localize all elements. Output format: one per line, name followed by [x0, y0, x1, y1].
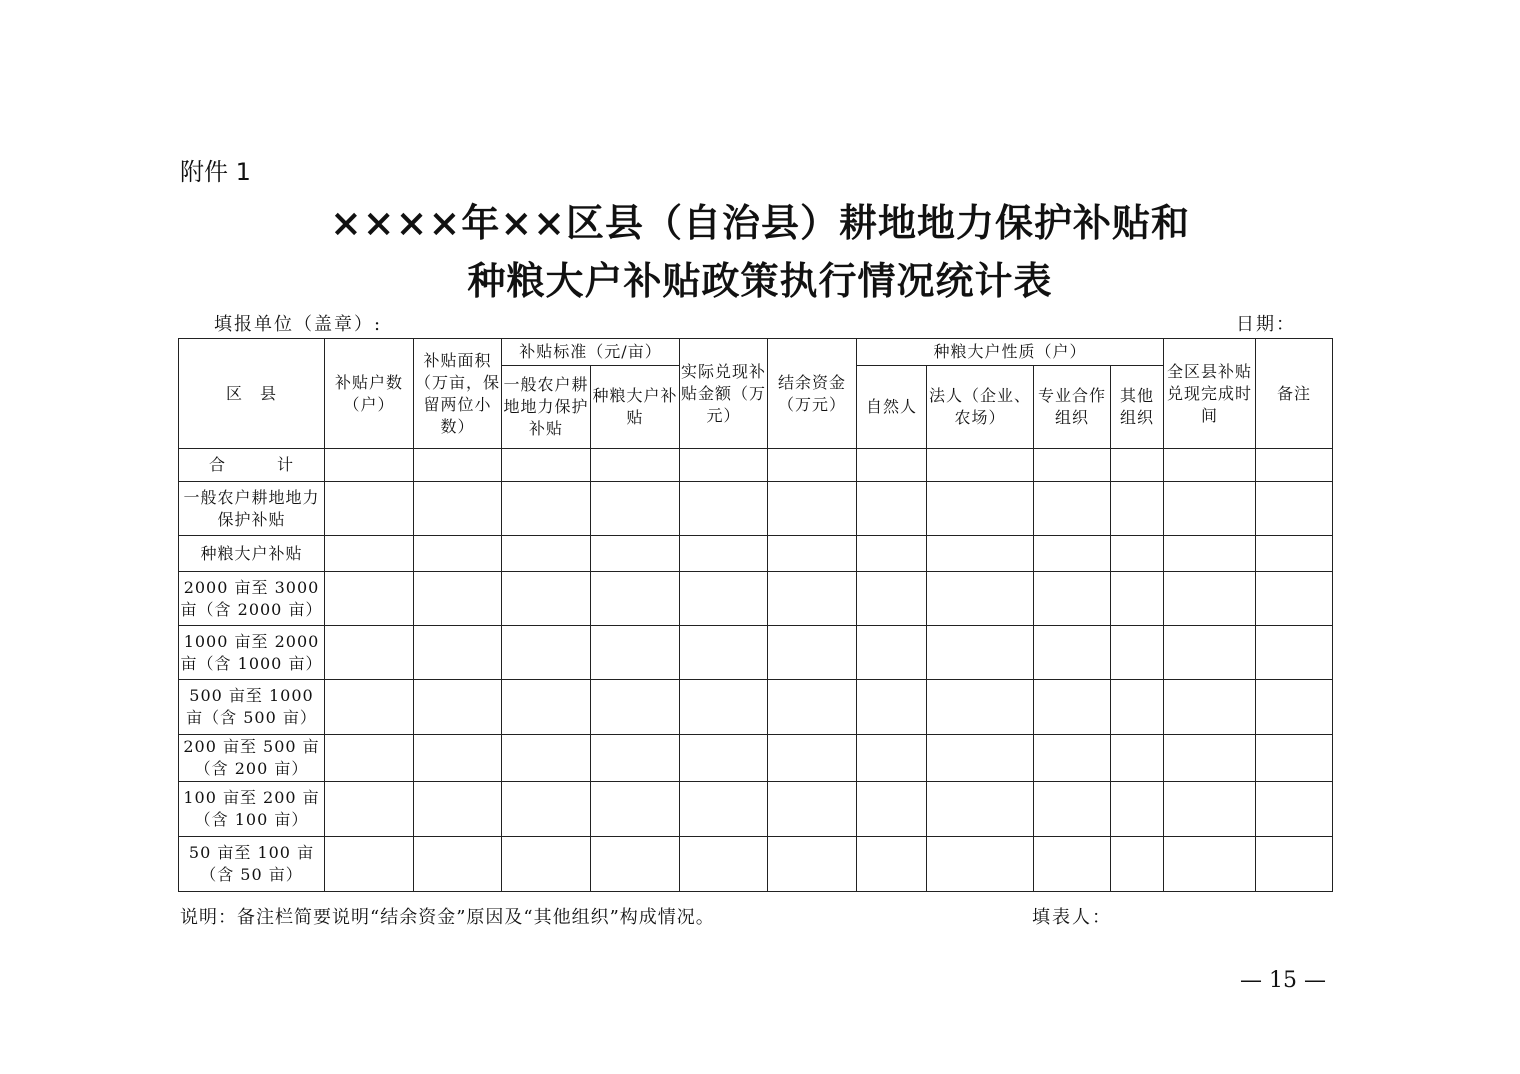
- data-cell[interactable]: [1256, 626, 1333, 680]
- data-cell[interactable]: [325, 735, 414, 782]
- header-district: 区 县: [179, 339, 325, 449]
- table-row: [179, 735, 1333, 782]
- data-cell[interactable]: [1034, 536, 1111, 572]
- data-cell[interactable]: [680, 626, 768, 680]
- table-row: [179, 482, 1333, 536]
- data-cell[interactable]: [857, 680, 927, 735]
- data-cell[interactable]: [325, 782, 414, 837]
- data-cell[interactable]: [325, 449, 414, 482]
- page-title-line-1: ××××年××区县（自治县）耕地地力保护补贴和: [329, 200, 1191, 245]
- data-cell[interactable]: [591, 626, 680, 680]
- data-cell[interactable]: [680, 837, 768, 892]
- header-standard-general: 一般农户耕地地力保护补贴: [502, 366, 591, 449]
- header-coop: 专业合作组织: [1034, 366, 1111, 449]
- table-row: [179, 536, 1333, 572]
- data-cell[interactable]: [1034, 680, 1111, 735]
- data-cell[interactable]: [768, 680, 857, 735]
- data-cell[interactable]: [857, 449, 927, 482]
- header-other-org: 其他组织: [1111, 366, 1164, 449]
- data-cell[interactable]: [680, 572, 768, 626]
- data-cell[interactable]: [1256, 482, 1333, 536]
- data-cell[interactable]: [1034, 735, 1111, 782]
- data-cell[interactable]: [325, 482, 414, 536]
- row-label: 一般农户耕地地力保护补贴: [179, 482, 325, 536]
- table-row: [179, 837, 1333, 892]
- data-cell[interactable]: [768, 735, 857, 782]
- data-cell[interactable]: [927, 837, 1034, 892]
- data-cell[interactable]: [927, 482, 1034, 536]
- attachment-label: 附件 1: [180, 158, 251, 186]
- data-cell[interactable]: [1256, 449, 1333, 482]
- data-cell[interactable]: [591, 735, 680, 782]
- data-cell[interactable]: [768, 449, 857, 482]
- data-cell[interactable]: [502, 482, 591, 536]
- row-label: 种粮大户补贴: [179, 536, 325, 572]
- data-cell[interactable]: [502, 626, 591, 680]
- data-cell[interactable]: [857, 837, 927, 892]
- data-cell[interactable]: [414, 572, 502, 626]
- row-label: 2000 亩至 3000 亩（含 2000 亩）: [179, 572, 325, 626]
- data-cell[interactable]: [414, 837, 502, 892]
- data-cell[interactable]: [1164, 837, 1256, 892]
- data-cell[interactable]: [1034, 449, 1111, 482]
- data-cell[interactable]: [502, 837, 591, 892]
- data-cell[interactable]: [414, 782, 502, 837]
- table-row: [179, 782, 1333, 837]
- page-title-line-2: 种粮大户补贴政策执行情况统计表: [467, 258, 1053, 303]
- data-cell[interactable]: [680, 482, 768, 536]
- header-standard: 补贴标准（元/亩）: [502, 339, 680, 366]
- data-cell[interactable]: [502, 782, 591, 837]
- data-cell[interactable]: [591, 782, 680, 837]
- data-cell[interactable]: [768, 837, 857, 892]
- data-cell[interactable]: [1164, 680, 1256, 735]
- data-cell[interactable]: [591, 449, 680, 482]
- data-cell[interactable]: [1111, 449, 1164, 482]
- data-cell[interactable]: [680, 782, 768, 837]
- data-cell[interactable]: [1111, 782, 1164, 837]
- table-row: [179, 680, 1333, 735]
- data-cell[interactable]: [1111, 572, 1164, 626]
- data-cell[interactable]: [1256, 536, 1333, 572]
- data-cell[interactable]: [680, 680, 768, 735]
- header-legal-person: 法人（企业、农场）: [927, 366, 1034, 449]
- data-cell[interactable]: [414, 735, 502, 782]
- data-cell[interactable]: [1111, 837, 1164, 892]
- row-label: 50 亩至 100 亩（含 50 亩）: [179, 837, 325, 892]
- data-cell[interactable]: [414, 536, 502, 572]
- row-label: 1000 亩至 2000 亩（含 1000 亩）: [179, 626, 325, 680]
- row-label: 合 计: [179, 449, 325, 482]
- data-cell[interactable]: [1256, 572, 1333, 626]
- data-cell[interactable]: [1034, 837, 1111, 892]
- data-cell[interactable]: [1164, 536, 1256, 572]
- data-cell[interactable]: [414, 482, 502, 536]
- table-row: [179, 572, 1333, 626]
- data-cell[interactable]: [927, 536, 1034, 572]
- data-cell[interactable]: [1111, 536, 1164, 572]
- data-cell[interactable]: [927, 626, 1034, 680]
- data-cell[interactable]: [1111, 680, 1164, 735]
- data-cell[interactable]: [1034, 782, 1111, 837]
- data-cell[interactable]: [502, 536, 591, 572]
- data-cell[interactable]: [927, 735, 1034, 782]
- row-label: 100 亩至 200 亩（含 100 亩）: [179, 782, 325, 837]
- data-cell[interactable]: [1164, 572, 1256, 626]
- table-row: [179, 626, 1333, 680]
- row-label: 200 亩至 500 亩（含 200 亩）: [179, 735, 325, 782]
- data-cell[interactable]: [1164, 626, 1256, 680]
- data-cell[interactable]: [414, 680, 502, 735]
- data-cell[interactable]: [927, 680, 1034, 735]
- data-cell[interactable]: [768, 626, 857, 680]
- page-number: — 15 —: [1240, 968, 1326, 993]
- data-cell[interactable]: [591, 837, 680, 892]
- data-cell[interactable]: [1256, 735, 1333, 782]
- data-cell[interactable]: [768, 482, 857, 536]
- statistics-table: [178, 338, 1333, 892]
- data-cell[interactable]: [325, 572, 414, 626]
- data-cell[interactable]: [768, 782, 857, 837]
- data-cell[interactable]: [857, 735, 927, 782]
- header-area: 补贴面积（万亩，保留两位小数）: [414, 339, 502, 449]
- data-cell[interactable]: [857, 536, 927, 572]
- data-cell[interactable]: [680, 735, 768, 782]
- data-cell[interactable]: [325, 680, 414, 735]
- data-cell[interactable]: [680, 449, 768, 482]
- data-cell[interactable]: [325, 626, 414, 680]
- data-cell[interactable]: [1034, 626, 1111, 680]
- header-households: 补贴户数（户）: [325, 339, 414, 449]
- footnote: 说明：备注栏简要说明“结余资金”原因及“其他组织”构成情况。: [180, 907, 715, 928]
- data-cell[interactable]: [591, 680, 680, 735]
- data-cell[interactable]: [1111, 626, 1164, 680]
- data-cell[interactable]: [857, 782, 927, 837]
- header-remarks: 备注: [1256, 339, 1333, 449]
- data-cell[interactable]: [502, 680, 591, 735]
- data-cell[interactable]: [591, 536, 680, 572]
- data-cell[interactable]: [414, 449, 502, 482]
- data-cell[interactable]: [1034, 482, 1111, 536]
- data-cell[interactable]: [857, 482, 927, 536]
- header-surplus: 结余资金（万元）: [768, 339, 857, 449]
- data-cell[interactable]: [927, 782, 1034, 837]
- reporting-unit-label: 填报单位（盖章）:: [214, 314, 383, 335]
- data-cell[interactable]: [1164, 449, 1256, 482]
- data-cell[interactable]: [1256, 680, 1333, 735]
- data-cell[interactable]: [927, 449, 1034, 482]
- data-cell[interactable]: [1164, 782, 1256, 837]
- data-cell[interactable]: [1111, 735, 1164, 782]
- data-cell[interactable]: [1164, 735, 1256, 782]
- data-cell[interactable]: [502, 572, 591, 626]
- header-natural-person: 自然人: [857, 366, 927, 449]
- date-label: 日期：: [1236, 314, 1296, 335]
- header-completion-time: 全区县补贴兑现完成时间: [1164, 339, 1256, 449]
- data-cell[interactable]: [502, 449, 591, 482]
- filler-label: 填表人：: [1032, 907, 1112, 928]
- row-label: 500 亩至 1000 亩（含 500 亩）: [179, 680, 325, 735]
- data-cell[interactable]: [1256, 782, 1333, 837]
- data-cell[interactable]: [502, 735, 591, 782]
- data-cell[interactable]: [768, 536, 857, 572]
- data-cell[interactable]: [1034, 572, 1111, 626]
- data-cell[interactable]: [1256, 837, 1333, 892]
- header-standard-grain: 种粮大户补贴: [591, 366, 680, 449]
- table-row: [179, 449, 1333, 482]
- data-cell[interactable]: [857, 626, 927, 680]
- header-actual-amount: 实际兑现补贴金额（万元）: [680, 339, 768, 449]
- data-cell[interactable]: [680, 536, 768, 572]
- data-cell[interactable]: [857, 572, 927, 626]
- header-grower-nature: 种粮大户性质（户）: [857, 339, 1164, 366]
- data-cell[interactable]: [768, 572, 857, 626]
- data-cell[interactable]: [414, 626, 502, 680]
- data-cell[interactable]: [927, 572, 1034, 626]
- data-cell[interactable]: [325, 536, 414, 572]
- data-cell[interactable]: [591, 482, 680, 536]
- data-cell[interactable]: [325, 837, 414, 892]
- data-cell[interactable]: [1164, 482, 1256, 536]
- data-cell[interactable]: [1111, 482, 1164, 536]
- data-cell[interactable]: [591, 572, 680, 626]
